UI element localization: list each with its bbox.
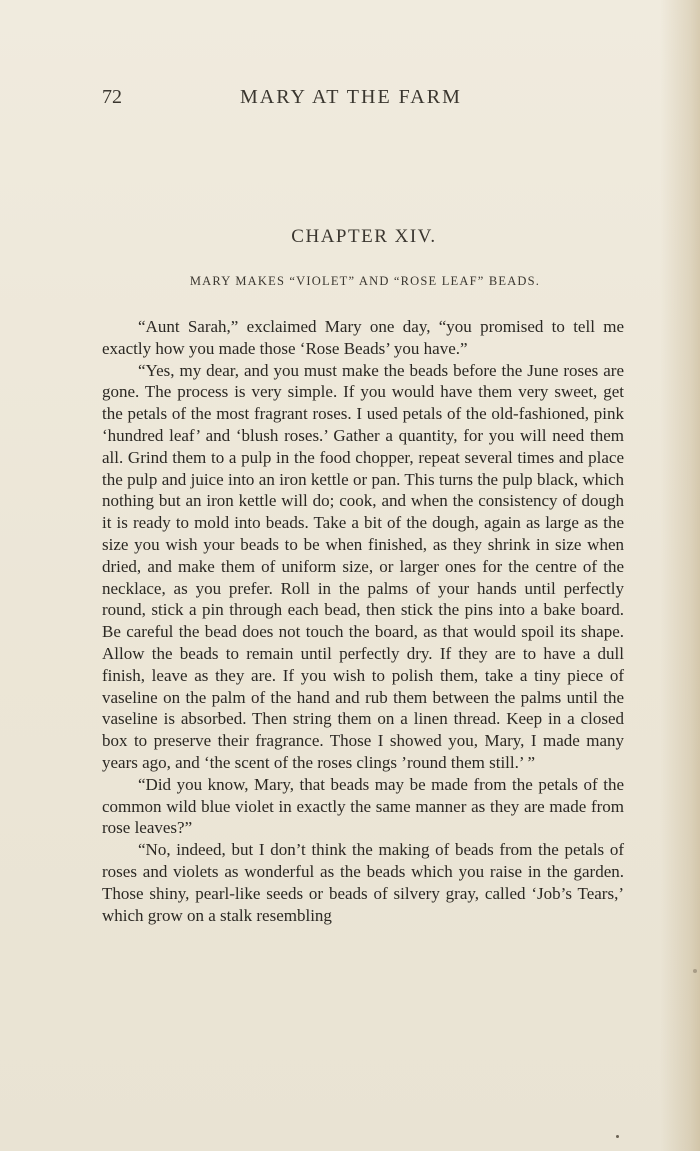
paragraph: “Yes, my dear, and you must make the beads before the June roses are gone. The process is very simple. If you would have them very sweet, get the petals of the most fragrant roses. I used petals of the old-fashioned, pink ‘hundred leaf’ and ‘blush roses.’ Gather a quantity, for you will need them all. Grind them to a pulp in the food chopper, repeat several times and place the pulp and juice into an iron kettle or pan. This turns the pulp black, which nothing but an iron kettle will do; cook, and when the consistency of dough it is ready to mold into beads. Take a bit of the dough, again as large as the size you wish your beads to be when finished, as they shrink in size when dried, and make them of uniform size, or larger ones for the centre of the necklace, as you prefer. Roll in the palms of your hands until perfectly round, stick a pin through each bead, then stick the pins into a bake board. Be careful the bead does not touch the board, as that would spoil its shape. Allow the beads to remain until perfectly dry. If they are to have a dull finish, leave as they are. If you wish to polish them, take a tiny piece of vaseline on the palm of the hand and rub them between the palms until the vaseline is absorbed. Then string them on a linen thread. Keep in a closed box to preserve their fragrance. Those I showed you, Mary, I made many years ago, and ‘the scent of the roses clings ’round them still.’ ” (102, 360, 624, 772)
chapter-title: CHAPTER XIV. (291, 226, 437, 247)
paragraph: “No, indeed, but I don’t think the making of beads from the petals of roses and violets as wonderful as the beads which you raise in the garden. Those shiny, pearl-like seeds or beads of silvery gray, called ‘Job’s Tears,’ which grow on a stalk resembling (102, 840, 624, 925)
running-head (102, 86, 622, 116)
body-text (102, 316, 624, 926)
paper-speck (616, 1135, 619, 1138)
paragraph: “Aunt Sarah,” exclaimed Mary one day, “you promised to tell me exactly how you made those ‘Rose Beads’ you have.” (102, 317, 624, 358)
chapter-subtitle: MARY MAKES “VIOLET” AND “ROSE LEAF” BEADS. (189, 274, 541, 288)
paper-speck (693, 969, 697, 973)
paragraph: “Did you know, Mary, that beads may be made from the petals of the common wild blue violet in exactly the same manner as they are made from rose leaves?” (102, 774, 624, 838)
page-number: 72 (102, 86, 122, 108)
book-title: MARY AT THE FARM (240, 86, 462, 108)
